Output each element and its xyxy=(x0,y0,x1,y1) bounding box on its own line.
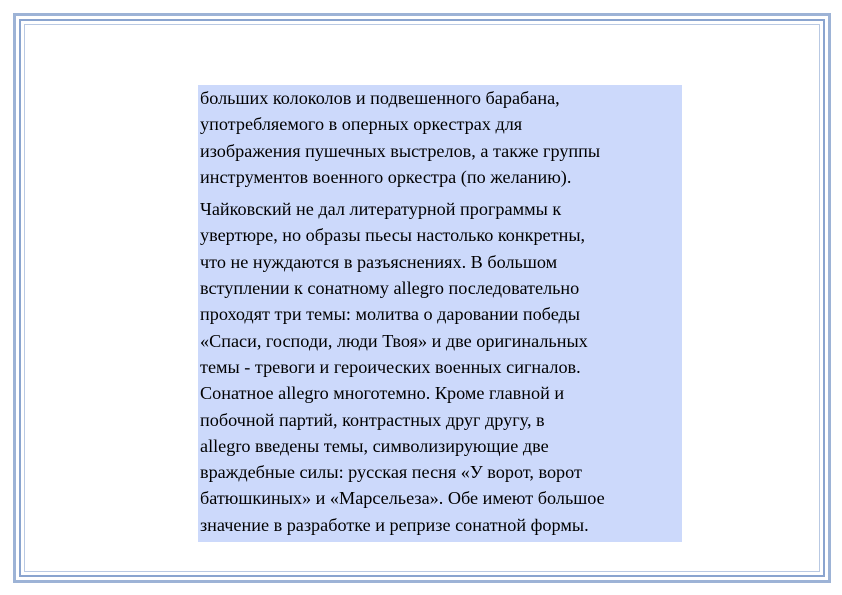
text-line: что не нуждаются в разъяснениях. В большом xyxy=(200,251,558,272)
text-line: значение в разработке и репризе сонатной формы. xyxy=(200,514,589,535)
text-line: Сонатное allegro многотемно. Кроме главной и xyxy=(200,383,565,404)
paragraph-1 xyxy=(200,85,680,190)
text-line: изображения пушечных выстрелов, а также группы xyxy=(200,140,601,161)
text-line: батюшкиных» и «Марсельеза». Обе имеют большое xyxy=(200,488,605,509)
text-line: вступлении к сонатному allegro последовательно xyxy=(200,278,580,299)
text-line: темы - тревоги и героических военных сигналов. xyxy=(200,356,581,377)
paragraph-2 xyxy=(200,196,680,538)
text-line: проходят три темы: молитва о даровании победы xyxy=(200,304,580,325)
text-line: употребляемого в оперных оркестрах для xyxy=(200,114,523,135)
text-block xyxy=(198,85,682,542)
text-line: инструментов военного оркестра (по желанию). xyxy=(200,166,572,187)
text-line: враждебные силы: русская песня «У ворот, ворот xyxy=(200,462,582,483)
text-line: «Спаси, господи, люди Твоя» и две оригинальных xyxy=(200,330,588,351)
text-line: увертюре, но образы пьесы настолько конкретны, xyxy=(200,225,586,246)
text-line: побочной партий, контрастных друг другу, в xyxy=(200,409,545,430)
text-line: allegro введены темы, символизирующие две xyxy=(200,435,549,456)
text-line: больших колоколов и подвешенного барабана, xyxy=(200,88,560,108)
text-line: Чайковский не дал литературной программы к xyxy=(200,199,562,220)
